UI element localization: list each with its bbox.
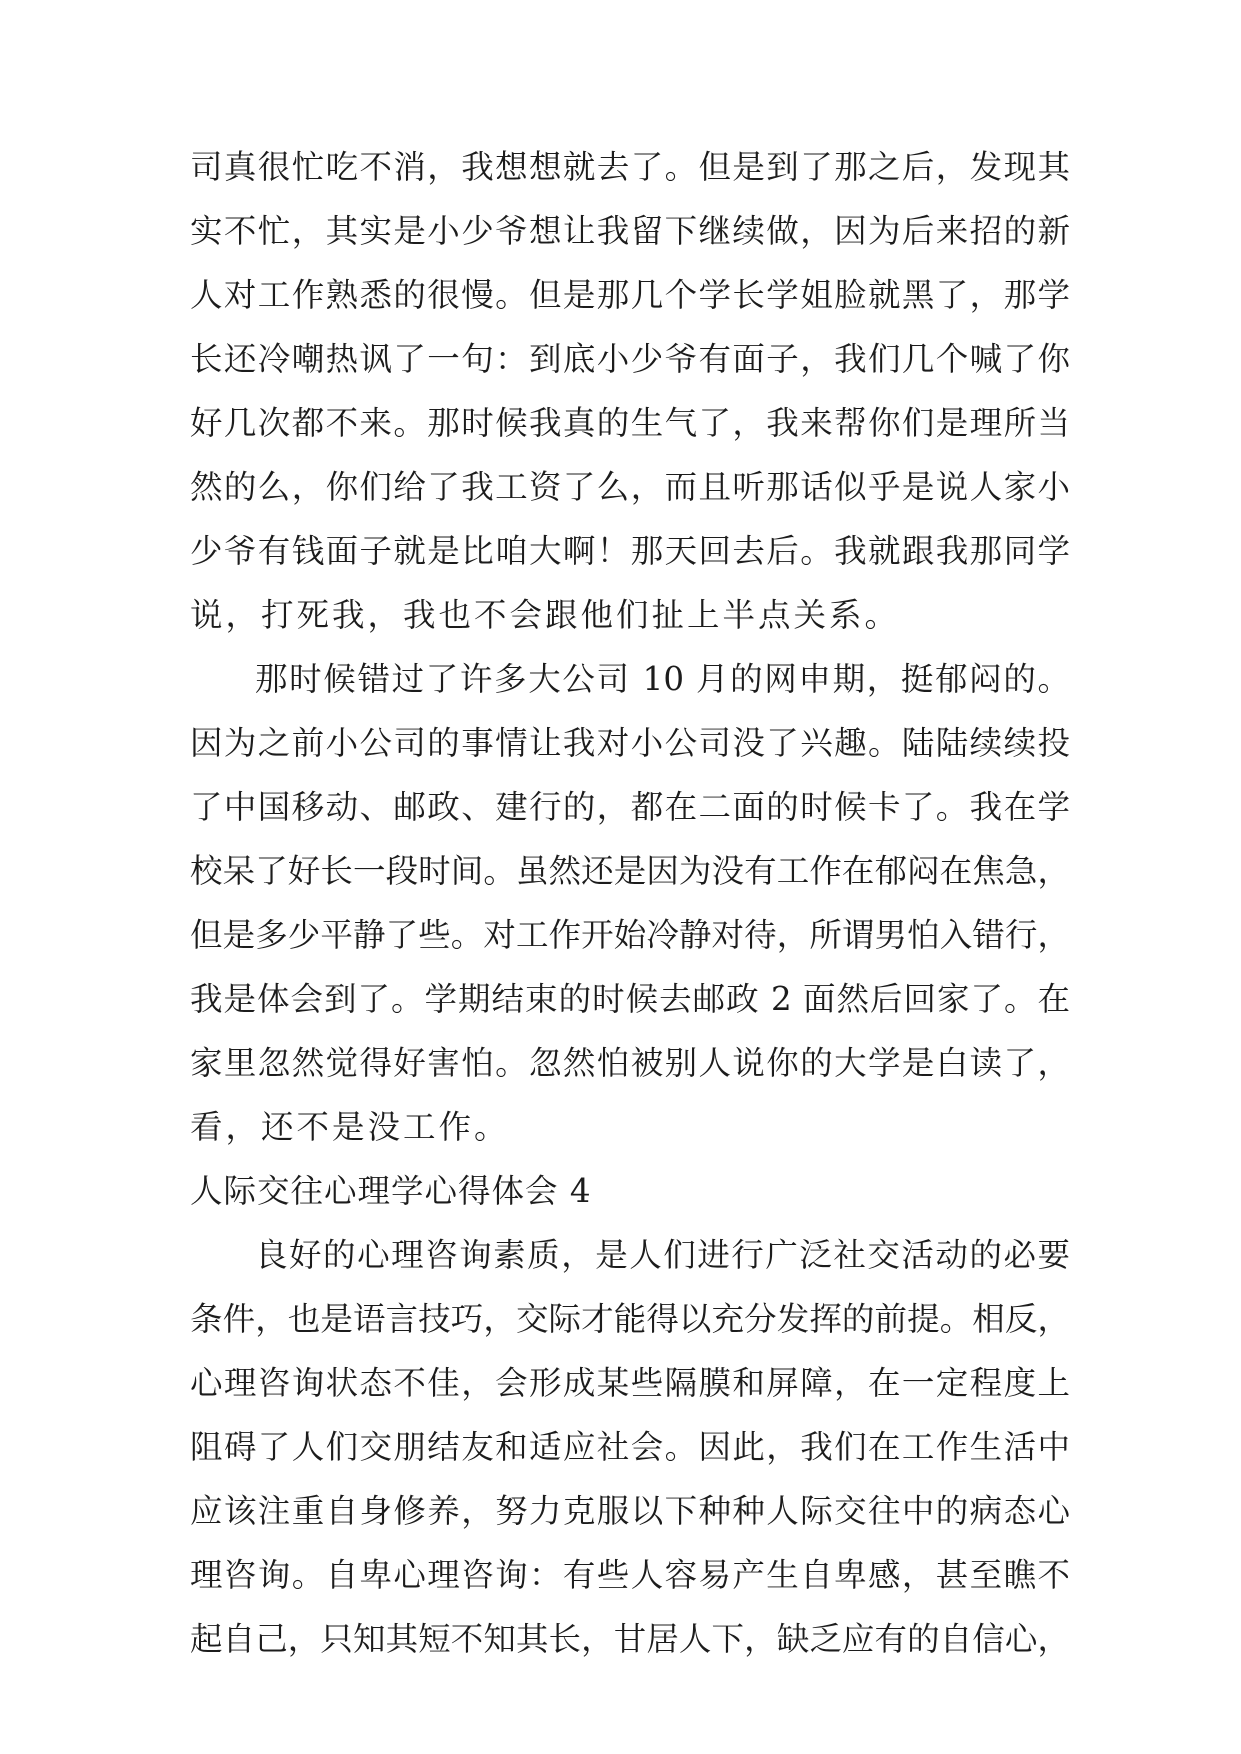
- paragraph-line: 长还冷嘲热讽了一句：到底小少爷有面子，我们几个喊了你: [190, 340, 1070, 378]
- paragraph-line: 那时候错过了许多大公司 10 月的网申期，挺郁闷的。: [255, 660, 1070, 698]
- paragraph-line: 应该注重自身修养，努力克服以下种种人际交往中的病态心: [190, 1492, 1070, 1530]
- paragraph-line: 心理咨询状态不佳，会形成某些隔膜和屏障，在一定程度上: [190, 1364, 1070, 1402]
- paragraph-line: 阻碍了人们交朋结友和适应社会。因此，我们在工作生活中: [190, 1428, 1070, 1466]
- paragraph-line: 起自己，只知其短不知其长，甘居人下，缺乏应有的自信心，: [190, 1620, 1070, 1658]
- paragraph-line: 良好的心理咨询素质，是人们进行广泛社交活动的必要: [255, 1236, 1070, 1274]
- paragraph-line: 人对工作熟悉的很慢。但是那几个学长学姐脸就黑了，那学: [190, 276, 1070, 314]
- paragraph-line: 理咨询。自卑心理咨询：有些人容易产生自卑感，甚至瞧不: [190, 1556, 1070, 1594]
- section-heading: 人际交往心理学心得体会 4: [190, 1172, 592, 1210]
- paragraph-line: 少爷有钱面子就是比咱大啊！那天回去后。我就跟我那同学: [190, 532, 1070, 570]
- paragraph-line: 我是体会到了。学期结束的时候去邮政 2 面然后回家了。在: [190, 980, 1070, 1018]
- paragraph-line: 校呆了好长一段时间。虽然还是因为没有工作在郁闷在焦急，: [190, 852, 1070, 890]
- paragraph-line: 好几次都不来。那时候我真的生气了，我来帮你们是理所当: [190, 404, 1070, 442]
- paragraph-line: 家里忽然觉得好害怕。忽然怕被别人说你的大学是白读了，: [190, 1044, 1070, 1082]
- paragraph-line: 说，打死我，我也不会跟他们扯上半点关系。: [190, 596, 901, 634]
- paragraph-line: 但是多少平静了些。对工作开始冷静对待，所谓男怕入错行，: [190, 916, 1070, 954]
- paragraph-line: 条件，也是语言技巧，交际才能得以充分发挥的前提。相反，: [190, 1300, 1070, 1338]
- paragraph-line: 然的么，你们给了我工资了么，而且听那话似乎是说人家小: [190, 468, 1070, 506]
- paragraph-line: 司真很忙吃不消，我想想就去了。但是到了那之后，发现其: [190, 148, 1070, 186]
- paragraph-line: 看，还不是没工作。: [190, 1108, 510, 1146]
- paragraph-line: 因为之前小公司的事情让我对小公司没了兴趣。陆陆续续投: [190, 724, 1070, 762]
- paragraph-line: 实不忙，其实是小少爷想让我留下继续做，因为后来招的新: [190, 212, 1070, 250]
- paragraph-line: 了中国移动、邮政、建行的，都在二面的时候卡了。我在学: [190, 788, 1070, 826]
